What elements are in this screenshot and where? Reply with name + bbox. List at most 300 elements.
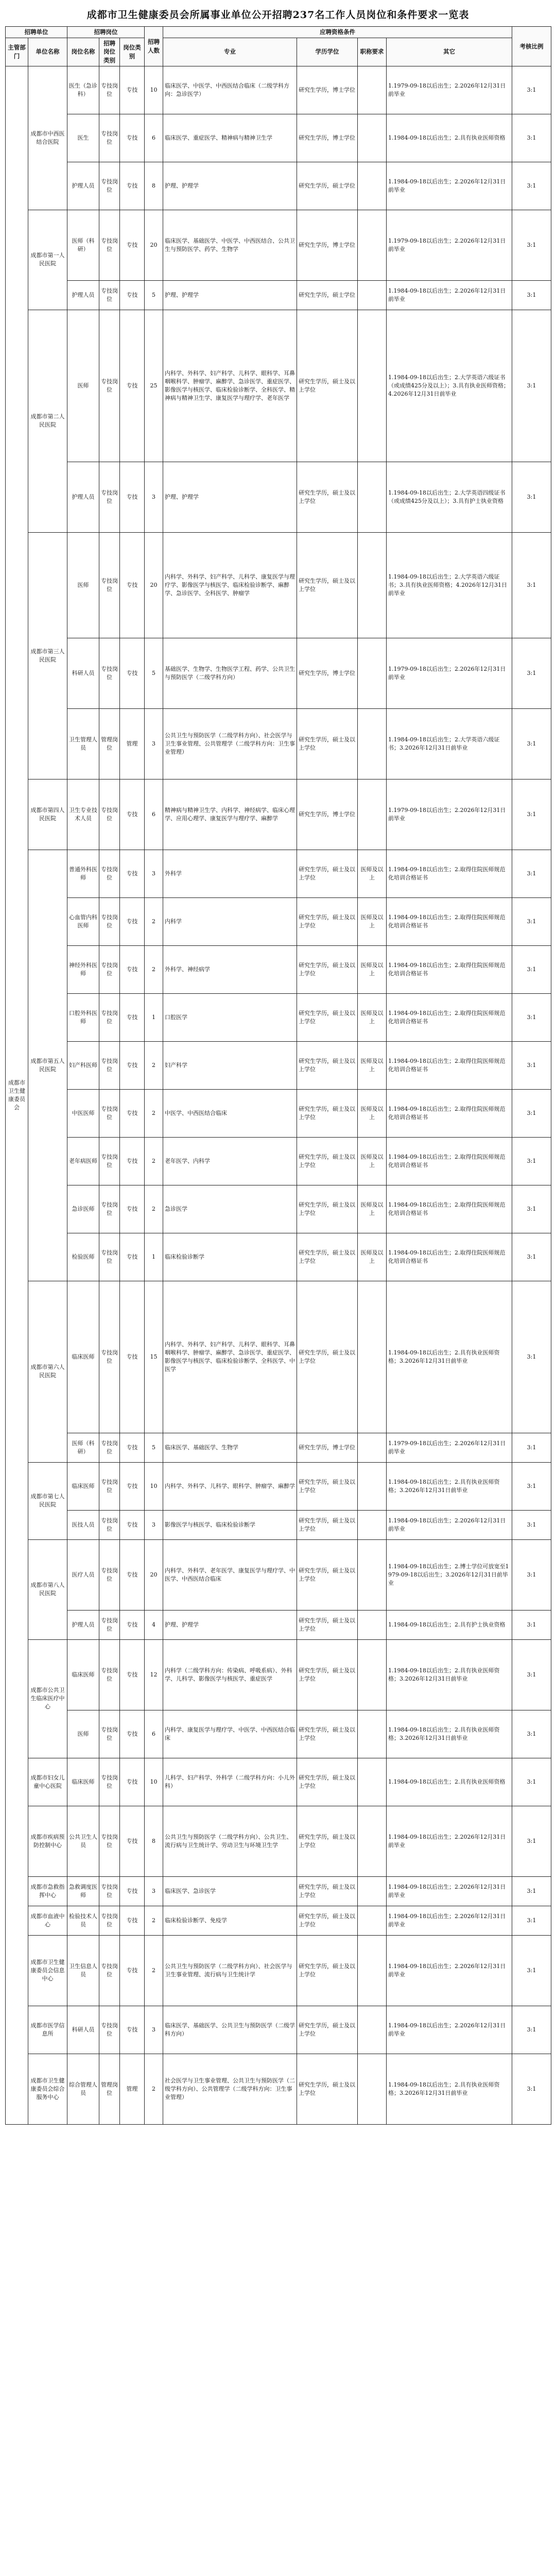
cell-edu: 研究生学历，博士学位 [297,638,358,708]
cell-count: 8 [145,1806,163,1876]
cell-count: 2 [145,1041,163,1089]
cell-post-type: 专技 [120,280,145,310]
cell-ratio: 3:1 [512,1433,551,1462]
cell-title-req [358,1906,387,1935]
cell-title-req [358,1539,387,1610]
cell-post-type: 专技 [120,1089,145,1137]
cell-other: 1.1984-09-18以后出生；2.具有执业医师资格；3.2026年12月31日前毕业 [387,2054,512,2124]
cell-edu: 研究生学历，硕士及以上学位 [297,1137,358,1185]
cell-post-name: 临床医师 [67,1462,99,1510]
cell-ratio: 3:1 [512,708,551,779]
table-row [6,1185,551,1233]
cell-post-name: 急救调度医师 [67,1876,99,1906]
cell-post-type: 专技 [120,945,145,993]
cell-ratio: 3:1 [512,1876,551,1906]
cell-post-name: 医师（科研） [67,1433,99,1462]
cell-ratio: 3:1 [512,310,551,462]
cell-major: 公共卫生与预防医学（二级学科方向）、公共卫生、流行病与卫生统计学、劳动卫生与环境卫生学 [163,1806,297,1876]
cell-other: 1.1984-09-18以后出生；2.取得住院医师规范化培训合格证书 [387,1089,512,1137]
cell-edu: 研究生学历，硕士学位 [297,162,358,210]
cell-edu: 研究生学历，硕士及以上学位 [297,1758,358,1806]
table-row [6,1041,551,1089]
cell-major: 内科学、外科学、妇产科学、儿科学、眼科学、耳鼻咽喉科学、肿瘤学、麻醉学、急诊医学、重症医学、影像医学与核医学、临床检验诊断学、全科医学、中医学 [163,1281,297,1433]
cell-post-type: 专技 [120,1639,145,1710]
cell-post-code: 专技岗位 [99,1185,120,1233]
cell-post-code: 专技岗位 [99,210,120,280]
cell-major: 内科学、外科学、儿科学、眼科学、肿瘤学、麻醉学 [163,1462,297,1510]
table-row [6,1539,551,1610]
cell-count: 5 [145,1433,163,1462]
cell-title-req [358,2054,387,2124]
cell-post-type: 专技 [120,1137,145,1185]
cell-major: 基础医学、生物学、生物医学工程、药学、公共卫生与预防医学（二级学科方向） [163,638,297,708]
cell-edu: 研究生学历，硕士及以上学位 [297,310,358,462]
cell-ratio: 3:1 [512,1639,551,1710]
cell-title-req: 医师及以上 [358,1185,387,1233]
cell-edu: 研究生学历，硕士学位 [297,280,358,310]
cell-ratio: 3:1 [512,638,551,708]
cell-title-req [358,1710,387,1758]
table-row [6,310,551,462]
cell-ratio: 3:1 [512,2054,551,2124]
cell-post-name: 神经外科医师 [67,945,99,993]
cell-major: 外科学 [163,850,297,897]
cell-post-type: 专技 [120,1539,145,1610]
cell-title-req [358,1510,387,1539]
cell-major: 急诊医学 [163,1185,297,1233]
cell-ratio: 3:1 [512,66,551,114]
cell-edu: 研究生学历，硕士及以上学位 [297,1610,358,1639]
cell-edu: 研究生学历，硕士及以上学位 [297,850,358,897]
cell-edu: 研究生学历，硕士及以上学位 [297,2054,358,2124]
cell-ratio: 3:1 [512,1539,551,1610]
cell-post-type: 专技 [120,850,145,897]
cell-title-req [358,462,387,532]
cell-post-type: 专技 [120,1185,145,1233]
cell-count: 2 [145,2054,163,2124]
cell-count: 1 [145,1233,163,1281]
header-post-name: 岗位名称 [67,38,99,66]
cell-other: 1.1984-09-18以后出生；2.具有执业医师资格；3.2026年12月31日前毕业 [387,1462,512,1510]
cell-other: 1.1984-09-18以后出生；2.具有执业医师资格 [387,1758,512,1806]
cell-major: 儿科学、妇产科学、外科学（二级学科方向：小儿外科） [163,1758,297,1806]
table-row [6,532,551,638]
cell-other: 1.1984-09-18以后出生；2.具有执业医师资格；3.2026年12月31日前毕业 [387,1639,512,1710]
cell-title-req: 医师及以上 [358,1233,387,1281]
cell-ratio: 3:1 [512,897,551,945]
cell-title-req [358,1610,387,1639]
table-body [6,66,551,2124]
cell-other: 1.1984-09-18以后出生；2.2026年12月31日前毕业 [387,1906,512,1935]
cell-title-req [358,1806,387,1876]
cell-major: 临床医学、基础医学、公共卫生与预防医学（二级学科方向） [163,2006,297,2054]
cell-title-req [358,1935,387,2006]
cell-count: 4 [145,1610,163,1639]
cell-other: 1.1984-09-18以后出生；2.2026年12月31日前毕业 [387,1510,512,1539]
table-row [6,945,551,993]
cell-post-type: 专技 [120,210,145,280]
cell-other: 1.1984-09-18以后出生；2.博士学位可放宽至1979-09-18以后出生；3.2026年12月31日前毕业 [387,1539,512,1610]
cell-other: 1.1984-09-18以后出生；2.2026年12月31日前毕业 [387,162,512,210]
cell-unit: 成都市第七人民医院 [28,1462,67,1539]
table-row [6,2054,551,2124]
table-row [6,162,551,210]
cell-post-code: 专技岗位 [99,1806,120,1876]
cell-ratio: 3:1 [512,1041,551,1089]
cell-major: 内科学、外科学、妇产科学、儿科学、康复医学与理疗学、影像医学与核医学、临床检验诊断学、麻醉学、急诊医学、全科医学、肿瘤学 [163,532,297,638]
table-row [6,850,551,897]
cell-major: 中医学、中西医结合临床 [163,1089,297,1137]
cell-major: 临床医学、急诊医学 [163,1876,297,1906]
cell-major: 护理、护理学 [163,1610,297,1639]
cell-post-code: 专技岗位 [99,993,120,1041]
cell-other: 1.1984-09-18以后出生；2.大学英语六级证书；3.具有执业医师资格；4.2026年12月31日前毕业 [387,532,512,638]
cell-post-name: 医师 [67,1710,99,1758]
cell-other: 1.1984-09-18以后出生；2.具有护士执业资格 [387,1610,512,1639]
cell-other: 1.1984-09-18以后出生；2.取得住院医师规范化培训合格证书 [387,945,512,993]
cell-title-req [358,708,387,779]
cell-post-code: 专技岗位 [99,1639,120,1710]
cell-main-dept: 成都市卫生健康委员会 [6,66,28,2124]
cell-edu: 研究生学历，硕士及以上学位 [297,993,358,1041]
cell-post-code: 专技岗位 [99,945,120,993]
cell-count: 2 [145,1089,163,1137]
table-header [6,27,551,66]
cell-post-code: 管理岗位 [99,2054,120,2124]
cell-ratio: 3:1 [512,850,551,897]
table-row [6,1758,551,1806]
cell-unit: 成都市第八人民医院 [28,1539,67,1639]
cell-other: 1.1979-09-18以后出生；2.2026年12月31日前毕业 [387,1433,512,1462]
cell-post-code: 专技岗位 [99,1510,120,1539]
cell-other: 1.1984-09-18以后出生；2.大学英语六级证书；3.2026年12月31日前毕业 [387,708,512,779]
cell-edu: 研究生学历，硕士及以上学位 [297,1935,358,2006]
cell-ratio: 3:1 [512,1758,551,1806]
cell-other: 1.1984-09-18以后出生；2.大学英语四级证书（或成绩425分及以上）；3.具有护士执业资格 [387,462,512,532]
cell-post-type: 专技 [120,66,145,114]
cell-post-type: 专技 [120,779,145,850]
cell-ratio: 3:1 [512,1610,551,1639]
cell-post-name: 综合管理人员 [67,2054,99,2124]
cell-post-code: 专技岗位 [99,638,120,708]
header-major: 专业 [163,38,297,66]
cell-title-req [358,532,387,638]
cell-count: 8 [145,162,163,210]
cell-count: 6 [145,1710,163,1758]
cell-title-req [358,210,387,280]
cell-count: 10 [145,1462,163,1510]
table-row [6,66,551,114]
table-row [6,1710,551,1758]
cell-post-name: 卫生管理人员 [67,708,99,779]
cell-post-type: 专技 [120,897,145,945]
cell-unit: 成都市疾病预防控制中心 [28,1806,67,1876]
cell-title-req: 医师及以上 [358,850,387,897]
cell-edu: 研究生学历，硕士及以上学位 [297,897,358,945]
cell-unit: 成都市第四人民医院 [28,779,67,850]
header-post-code: 招聘岗位类别 [99,38,120,66]
cell-post-type: 专技 [120,1233,145,1281]
cell-edu: 研究生学历，硕士及以上学位 [297,2006,358,2054]
document-title: 成都市卫生健康委员会所属事业单位公开招聘237名工作人员岗位和条件要求一览表 [86,9,470,21]
cell-major: 护理、护理学 [163,162,297,210]
cell-post-code: 专技岗位 [99,1876,120,1906]
cell-other: 1.1984-09-18以后出生；2.取得住院医师规范化培训合格证书 [387,850,512,897]
cell-count: 3 [145,2006,163,2054]
cell-major: 临床医学、重症医学、精神病与精神卫生学 [163,114,297,162]
cell-post-code: 专技岗位 [99,2006,120,2054]
table-row [6,1233,551,1281]
cell-edu: 研究生学历，硕士及以上学位 [297,1710,358,1758]
cell-post-code: 专技岗位 [99,1610,120,1639]
table-row [6,280,551,310]
cell-count: 2 [145,1935,163,2006]
cell-post-name: 临床医师 [67,1639,99,1710]
cell-post-type: 专技 [120,1610,145,1639]
cell-count: 5 [145,280,163,310]
cell-title-req [358,779,387,850]
cell-edu: 研究生学历，博士学位 [297,210,358,280]
cell-post-code: 专技岗位 [99,1137,120,1185]
cell-post-code: 专技岗位 [99,1462,120,1510]
cell-edu: 研究生学历，硕士及以上学位 [297,1639,358,1710]
cell-count: 5 [145,638,163,708]
cell-ratio: 3:1 [512,993,551,1041]
cell-edu: 研究生学历，硕士及以上学位 [297,945,358,993]
cell-post-name: 中医医师 [67,1089,99,1137]
cell-major: 临床医学、基础医学、中医学、中西医结合、公共卫生与预防医学、药学、生物学 [163,210,297,280]
cell-title-req [358,66,387,114]
cell-post-type: 专技 [120,638,145,708]
cell-unit: 成都市卫生健康委员会综合服务中心 [28,2054,67,2124]
table-row [6,1610,551,1639]
cell-post-name: 口腔外科医师 [67,993,99,1041]
cell-title-req [358,1281,387,1433]
cell-major: 内科学 [163,897,297,945]
cell-edu: 研究生学历，硕士及以上学位 [297,1185,358,1233]
table-row [6,779,551,850]
cell-post-name: 检验医师 [67,1233,99,1281]
cell-unit: 成都市中西医结合医院 [28,66,67,210]
cell-other: 1.1984-09-18以后出生；2.2026年12月31日前毕业 [387,1876,512,1906]
cell-ratio: 3:1 [512,1806,551,1876]
cell-other: 1.1984-09-18以后出生；2.2026年12月31日前毕业 [387,1806,512,1876]
cell-count: 3 [145,708,163,779]
cell-count: 12 [145,1639,163,1710]
cell-other: 1.1984-09-18以后出生；2.取得住院医师规范化培训合格证书 [387,1041,512,1089]
cell-major: 公共卫生与预防医学（二级学科方向）、社会医学与卫生事业管理、公共管理学（二级学科方向：卫生事业管理） [163,708,297,779]
cell-major: 影像医学与核医学、临床检验诊断学 [163,1510,297,1539]
cell-post-name: 科研人员 [67,2006,99,2054]
cell-post-name: 卫生信息人员 [67,1935,99,2006]
cell-other: 1.1984-09-18以后出生；2.取得住院医师规范化培训合格证书 [387,897,512,945]
table-row [6,1935,551,2006]
cell-ratio: 3:1 [512,1233,551,1281]
cell-title-req [358,1639,387,1710]
cell-count: 20 [145,210,163,280]
table-row [6,1137,551,1185]
cell-post-code: 专技岗位 [99,1041,120,1089]
cell-post-type: 专技 [120,1433,145,1462]
cell-post-name: 普通外科医师 [67,850,99,897]
cell-ratio: 3:1 [512,779,551,850]
cell-ratio: 3:1 [512,210,551,280]
cell-ratio: 3:1 [512,462,551,532]
cell-post-type: 管理 [120,2054,145,2124]
table-row [6,708,551,779]
cell-edu: 研究生学历，硕士及以上学位 [297,532,358,638]
cell-post-code: 专技岗位 [99,114,120,162]
table-row [6,993,551,1041]
cell-title-req [358,2006,387,2054]
cell-count: 3 [145,1510,163,1539]
table-row [6,1876,551,1906]
cell-post-type: 专技 [120,1710,145,1758]
cell-major: 内科学、外科学、老年医学、康复医学与理疗学、中医学、中西医结合临床 [163,1539,297,1610]
cell-title-req [358,1758,387,1806]
cell-post-type: 专技 [120,993,145,1041]
table-row [6,114,551,162]
cell-edu: 研究生学历，硕士及以上学位 [297,1806,358,1876]
cell-ratio: 3:1 [512,945,551,993]
cell-title-req: 医师及以上 [358,897,387,945]
cell-post-name: 卫生专业技术人员 [67,779,99,850]
cell-post-type: 专技 [120,532,145,638]
cell-post-code: 专技岗位 [99,310,120,462]
cell-edu: 研究生学历，博士学位 [297,66,358,114]
cell-other: 1.1979-09-18以后出生；2.2026年12月31日前毕业 [387,779,512,850]
cell-title-req [358,114,387,162]
cell-post-name: 医生（急诊科） [67,66,99,114]
cell-unit: 成都市妇女儿童中心医院 [28,1758,67,1806]
table-row [6,2006,551,2054]
cell-major: 临床检验诊断学、免疫学 [163,1906,297,1935]
cell-major: 护理、护理学 [163,280,297,310]
cell-ratio: 3:1 [512,1185,551,1233]
header-edu: 学历学位 [297,38,358,66]
cell-other: 1.1984-09-18以后出生；2.具有执业医师资格 [387,114,512,162]
cell-major: 精神病与精神卫生学、内科学、神经病学、临床心理学、应用心理学、康复医学与理疗学、麻醉学 [163,779,297,850]
cell-post-type: 专技 [120,462,145,532]
cell-major: 内科学（二级学科方向：传染病、呼吸系病）、外科学、儿科学、影像医学与核医学、重症医学 [163,1639,297,1710]
header-post-type: 岗位类别 [120,38,145,66]
cell-count: 15 [145,1281,163,1433]
table-row [6,1806,551,1876]
cell-unit: 成都市血液中心 [28,1906,67,1935]
cell-post-name: 医师 [67,310,99,462]
cell-post-name: 护理人员 [67,280,99,310]
cell-title-req [358,310,387,462]
table-row [6,1639,551,1710]
cell-post-name: 医师 [67,532,99,638]
cell-ratio: 3:1 [512,2006,551,2054]
cell-post-name: 妇产科医师 [67,1041,99,1089]
cell-ratio: 3:1 [512,1462,551,1510]
cell-post-code: 专技岗位 [99,897,120,945]
cell-unit: 成都市公共卫生临床医疗中心 [28,1639,67,1758]
header-other: 其它 [387,38,512,66]
cell-other: 1.1984-09-18以后出生；2.2026年12月31日前毕业 [387,1935,512,2006]
cell-edu: 研究生学历，硕士及以上学位 [297,708,358,779]
cell-title-req [358,638,387,708]
header-dept: 招聘单位 [6,27,67,38]
cell-post-type: 专技 [120,162,145,210]
cell-post-type: 专技 [120,1906,145,1935]
header-post: 招聘岗位 [67,27,145,38]
cell-other: 1.1984-09-18以后出生；2.2026年12月31日前毕业 [387,2006,512,2054]
table-row [6,638,551,708]
cell-post-code: 专技岗位 [99,1089,120,1137]
cell-post-type: 专技 [120,1876,145,1906]
cell-ratio: 3:1 [512,1510,551,1539]
cell-post-name: 心血管内科医师 [67,897,99,945]
cell-title-req [358,1462,387,1510]
cell-ratio: 3:1 [512,1137,551,1185]
cell-unit: 成都市第一人民医院 [28,210,67,310]
header-title-req: 职称要求 [358,38,387,66]
cell-edu: 研究生学历，硕士及以上学位 [297,1041,358,1089]
table-row [6,1433,551,1462]
cell-unit: 成都市第二人民医院 [28,310,67,532]
cell-edu: 研究生学历，博士学位 [297,114,358,162]
cell-post-code: 专技岗位 [99,162,120,210]
cell-count: 25 [145,310,163,462]
cell-count: 20 [145,532,163,638]
cell-count: 2 [145,1906,163,1935]
cell-count: 2 [145,897,163,945]
cell-post-type: 专技 [120,310,145,462]
table-row [6,1510,551,1539]
cell-ratio: 3:1 [512,1906,551,1935]
cell-unit: 成都市卫生健康委员会信息中心 [28,1935,67,2006]
cell-count: 3 [145,462,163,532]
cell-edu: 研究生学历，硕士及以上学位 [297,1539,358,1610]
cell-ratio: 3:1 [512,532,551,638]
cell-count: 3 [145,850,163,897]
cell-other: 1.1984-09-18以后出生；2.2026年12月31日前毕业 [387,280,512,310]
cell-major: 口腔医学 [163,993,297,1041]
cell-post-code: 管理岗位 [99,708,120,779]
cell-edu: 研究生学历，硕士及以上学位 [297,1233,358,1281]
cell-ratio: 3:1 [512,280,551,310]
cell-other: 1.1984-09-18以后出生；2.取得住院医师规范化培训合格证书 [387,993,512,1041]
cell-unit: 成都市医学信息所 [28,2006,67,2054]
cell-post-name: 护理人员 [67,162,99,210]
cell-major: 外科学、神经病学 [163,945,297,993]
cell-other: 1.1979-09-18以后出生；2.2026年12月31日前毕业 [387,638,512,708]
cell-title-req: 医师及以上 [358,1137,387,1185]
cell-post-code: 专技岗位 [99,779,120,850]
cell-post-code: 专技岗位 [99,1935,120,2006]
cell-post-name: 临床医师 [67,1758,99,1806]
table-row [6,1281,551,1433]
cell-post-code: 专技岗位 [99,1906,120,1935]
cell-major: 临床检验诊断学 [163,1233,297,1281]
cell-count: 6 [145,779,163,850]
cell-post-type: 专技 [120,1806,145,1876]
cell-edu: 研究生学历，硕士及以上学位 [297,1089,358,1137]
cell-post-type: 专技 [120,1281,145,1433]
cell-post-code: 专技岗位 [99,1433,120,1462]
cell-count: 1 [145,993,163,1041]
table-row [6,1089,551,1137]
cell-ratio: 3:1 [512,1089,551,1137]
cell-other: 1.1984-09-18以后出生；2.大学英语六级证书（或成绩425分及以上）；3.具有执业医师资格；4.2026年12月31日前毕业 [387,310,512,462]
cell-ratio: 3:1 [512,162,551,210]
cell-edu: 研究生学历，硕士及以上学位 [297,1510,358,1539]
cell-other: 1.1979-09-18以后出生；2.2026年12月31日前毕业 [387,210,512,280]
cell-edu: 研究生学历，硕士及以上学位 [297,1281,358,1433]
